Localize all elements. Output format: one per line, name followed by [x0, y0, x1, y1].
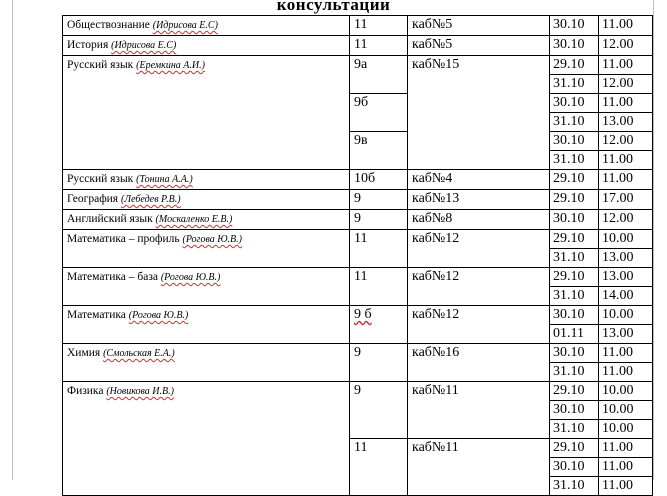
- subject-name: Английский язык: [67, 213, 153, 225]
- time-cell: 14.00: [599, 287, 653, 306]
- time-cell: 13.00: [599, 325, 653, 344]
- subject-name: Русский язык: [67, 59, 134, 71]
- table-row: [63, 190, 653, 210]
- grade-cell: 9б: [350, 94, 408, 132]
- date-cell: 31.10: [550, 151, 599, 170]
- subject-cell: [63, 190, 350, 210]
- grade-cell: 9: [350, 210, 408, 230]
- grade-cell: [350, 306, 408, 344]
- subject-cell: [63, 56, 350, 170]
- date-cell: 30.10: [550, 344, 599, 363]
- time-cell: 12.00: [599, 75, 653, 94]
- date-cell: 30.10: [550, 36, 599, 56]
- date-cell: 01.11: [550, 325, 599, 344]
- time-cell: 11.00: [599, 458, 653, 477]
- room-cell: каб№15: [408, 56, 550, 170]
- subject-cell: [63, 170, 350, 190]
- subject-name: Химия: [67, 347, 101, 359]
- room-cell: каб№12: [408, 306, 550, 344]
- subject-cell: [63, 382, 350, 496]
- room-cell: каб№16: [408, 344, 550, 382]
- subject-cell: [63, 16, 350, 36]
- date-cell: 30.10: [550, 210, 599, 230]
- subject-name: География: [67, 193, 119, 205]
- table-row: [63, 16, 653, 36]
- time-cell: 10.00: [599, 306, 653, 325]
- subject-cell: [63, 268, 350, 306]
- grade-cell: 9в: [350, 132, 408, 170]
- date-cell: 29.10: [550, 170, 599, 190]
- teacher-name: (Лебедев Р.В.): [120, 194, 181, 205]
- grade-cell: 11: [350, 16, 408, 36]
- date-cell: 31.10: [550, 75, 599, 94]
- date-cell: 31.10: [550, 477, 599, 496]
- subject-cell: [63, 306, 350, 344]
- consultations-table: [62, 15, 653, 496]
- room-cell: каб№5: [408, 36, 550, 56]
- date-cell: 29.10: [550, 230, 599, 249]
- grade-cell: 11: [350, 36, 408, 56]
- grade-cell: 11: [350, 268, 408, 306]
- teacher-name: (Тонина А.А.): [136, 174, 193, 185]
- subject-name: История: [67, 39, 112, 51]
- table-row: [63, 230, 653, 249]
- table-row: [63, 268, 653, 287]
- date-cell: 29.10: [550, 190, 599, 210]
- table-row: [63, 56, 653, 75]
- teacher-name: (Москаленко Е.В.): [155, 214, 233, 225]
- table-row: [63, 382, 653, 401]
- teacher-name: (Еремкина А.И.): [136, 60, 205, 71]
- room-cell: каб№4: [408, 170, 550, 190]
- subject-cell: [63, 230, 350, 268]
- room-cell: каб№12: [408, 268, 550, 306]
- date-cell: 29.10: [550, 439, 599, 458]
- teacher-name: (Идрисова Е.С): [152, 20, 218, 31]
- teacher-name: (Идрисова Е.С): [111, 40, 177, 51]
- room-cell: каб№12: [408, 230, 550, 268]
- teacher-name: (Рогова Ю.В.): [160, 272, 221, 283]
- table-row: [63, 344, 653, 363]
- date-cell: 31.10: [550, 363, 599, 382]
- room-cell: каб№11: [408, 439, 550, 496]
- subject-cell: [63, 344, 350, 382]
- date-cell: 30.10: [550, 94, 599, 113]
- subject-name: Математика: [67, 309, 126, 321]
- time-cell: 11.00: [599, 151, 653, 170]
- time-cell: 11.00: [599, 439, 653, 458]
- teacher-name: (Рогова Ю.В.): [128, 310, 189, 321]
- time-cell: 12.00: [599, 36, 653, 56]
- grade-cell: 10б: [350, 170, 408, 190]
- grade-cell: 11: [350, 230, 408, 268]
- subject-cell: [63, 210, 350, 230]
- subject-cell: [63, 36, 350, 56]
- subject-name: Русский язык: [67, 173, 134, 185]
- time-cell: 12.00: [599, 132, 653, 151]
- page-margin-right: [653, 0, 654, 480]
- subject-name: Математика – профиль: [67, 233, 180, 245]
- date-cell: 30.10: [550, 132, 599, 151]
- date-cell: 31.10: [550, 113, 599, 132]
- grade-cell: 9: [350, 344, 408, 382]
- subject-name: Физика: [67, 385, 104, 397]
- room-cell: каб№13: [408, 190, 550, 210]
- date-cell: 31.10: [550, 287, 599, 306]
- time-cell: 11.00: [599, 363, 653, 382]
- time-cell: 11.00: [599, 16, 653, 36]
- table-row: [63, 210, 653, 230]
- date-cell: 30.10: [550, 401, 599, 420]
- grade-cell: 9: [350, 190, 408, 210]
- time-cell: 11.00: [599, 344, 653, 363]
- time-cell: 13.00: [599, 249, 653, 268]
- time-cell: 17.00: [599, 190, 653, 210]
- time-cell: 13.00: [599, 113, 653, 132]
- date-cell: 30.10: [550, 306, 599, 325]
- time-cell: 10.00: [599, 230, 653, 249]
- table-row: [63, 170, 653, 190]
- table-row: [63, 306, 653, 325]
- grade-value: 9 б: [354, 307, 372, 322]
- time-cell: 11.00: [599, 94, 653, 113]
- time-cell: 11.00: [599, 477, 653, 496]
- date-cell: 29.10: [550, 268, 599, 287]
- grade-cell: 9а: [350, 56, 408, 94]
- table-row: [63, 36, 653, 56]
- document-title: консультации: [276, 0, 391, 14]
- teacher-name: (Рогова Ю.В.): [182, 234, 242, 245]
- page-margin-left: [12, 0, 13, 480]
- room-cell: каб№8: [408, 210, 550, 230]
- time-cell: 10.00: [599, 401, 653, 420]
- subject-name: Математика – база: [67, 271, 158, 283]
- date-cell: 31.10: [550, 249, 599, 268]
- room-cell: каб№5: [408, 16, 550, 36]
- time-cell: 11.00: [599, 56, 653, 75]
- time-cell: 13.00: [599, 268, 653, 287]
- date-cell: 30.10: [550, 458, 599, 477]
- time-cell: 10.00: [599, 382, 653, 401]
- date-cell: 30.10: [550, 16, 599, 36]
- teacher-name: (Новикова И.В.): [106, 386, 174, 397]
- time-cell: 12.00: [599, 210, 653, 230]
- time-cell: 10.00: [599, 420, 653, 439]
- subject-name: Обществознание: [67, 19, 150, 31]
- date-cell: 29.10: [550, 382, 599, 401]
- grade-cell: 9: [350, 382, 408, 439]
- time-cell: 11.00: [599, 170, 653, 190]
- teacher-name: (Смольская Е.А.): [103, 348, 175, 359]
- grade-cell: 11: [350, 439, 408, 496]
- date-cell: 29.10: [550, 56, 599, 75]
- room-cell: каб№11: [408, 382, 550, 439]
- date-cell: 31.10: [550, 420, 599, 439]
